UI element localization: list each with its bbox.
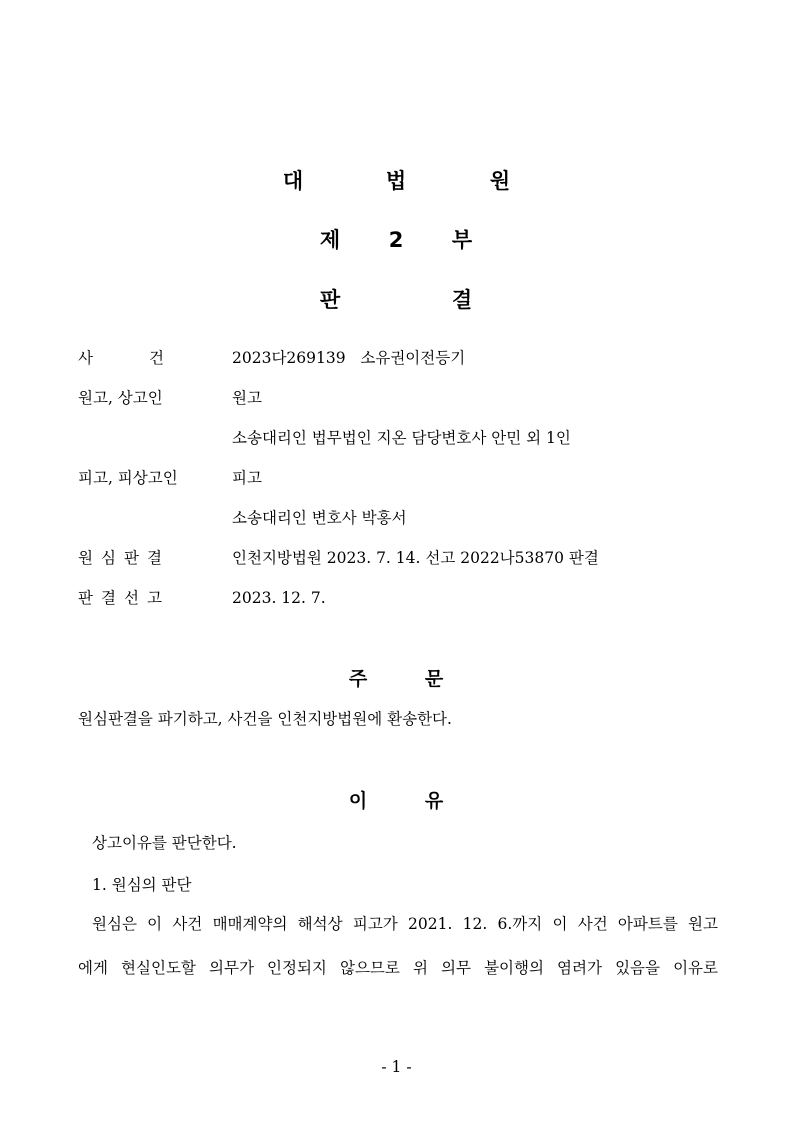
court-name-char: 원 — [489, 169, 511, 193]
defendant-counsel-row — [78, 506, 728, 530]
reasons-heading — [0, 788, 793, 814]
division-char: 2 — [388, 228, 404, 252]
lower-court-judgment-row — [78, 546, 728, 570]
division-char: 부 — [451, 228, 473, 252]
plaintiff-value: 원고 — [232, 389, 262, 407]
defendant-value: 피고 — [232, 469, 262, 487]
defendant-label: 피고, 피상고인 — [78, 469, 178, 487]
lower-court-judgment-label: 원 심 판 결 — [78, 549, 162, 567]
page-number: - 1 - — [381, 1058, 412, 1076]
plaintiff-counsel-value: 소송대리인 법무법인 지온 담당변호사 안민 외 1인 — [232, 429, 571, 447]
section-title: 1. 원심의 판단 — [92, 876, 192, 894]
judgment-date-value: 2023. 12. 7. — [232, 589, 326, 607]
division-heading — [0, 227, 793, 253]
order-heading — [0, 666, 793, 692]
reasons-heading-char: 이 — [348, 790, 368, 812]
defendant-counsel-value: 소송대리인 변호사 박홍서 — [232, 509, 407, 527]
court-name-heading — [0, 168, 793, 194]
document-type-char: 판 — [319, 288, 341, 312]
plaintiff-row — [78, 386, 728, 410]
court-name-char: 대 — [282, 169, 304, 193]
plaintiff-label: 원고, 상고인 — [78, 389, 163, 407]
division-char: 제 — [319, 228, 341, 252]
order-text: 원심판결을 파기하고, 사건을 인천지방법원에 환송한다. — [78, 710, 452, 728]
reasons-intro: 상고이유를 판단한다. — [92, 834, 237, 852]
order-heading-char: 주 — [348, 668, 368, 690]
court-name-char: 법 — [385, 169, 407, 193]
paragraph-line: 에게 현실인도할 의무가 인정되지 않으므로 위 의무 불이행의 염려가 있음을 이유로 — [78, 959, 718, 977]
document-type-char: 결 — [451, 288, 473, 312]
lower-court-judgment-value: 인천지방법원 2023. 7. 14. 선고 2022나53870 판결 — [232, 549, 599, 567]
case-number-label: 사 건 — [78, 349, 164, 367]
paragraph-line: 원심은 이 사건 매매계약의 해석상 피고가 2021. 12. 6.까지 이 사건 아파트를 원고 — [92, 915, 718, 933]
defendant-row — [78, 466, 728, 490]
case-number-row — [78, 346, 728, 370]
case-number-value: 2023다269139 소유권이전등기 — [232, 349, 466, 367]
document-type-heading — [0, 287, 793, 313]
order-heading-char: 문 — [424, 668, 444, 690]
plaintiff-counsel-row — [78, 426, 728, 450]
judgment-date-label: 판 결 선 고 — [78, 589, 162, 607]
reasons-heading-char: 유 — [424, 790, 444, 812]
judgment-date-row — [78, 586, 728, 610]
